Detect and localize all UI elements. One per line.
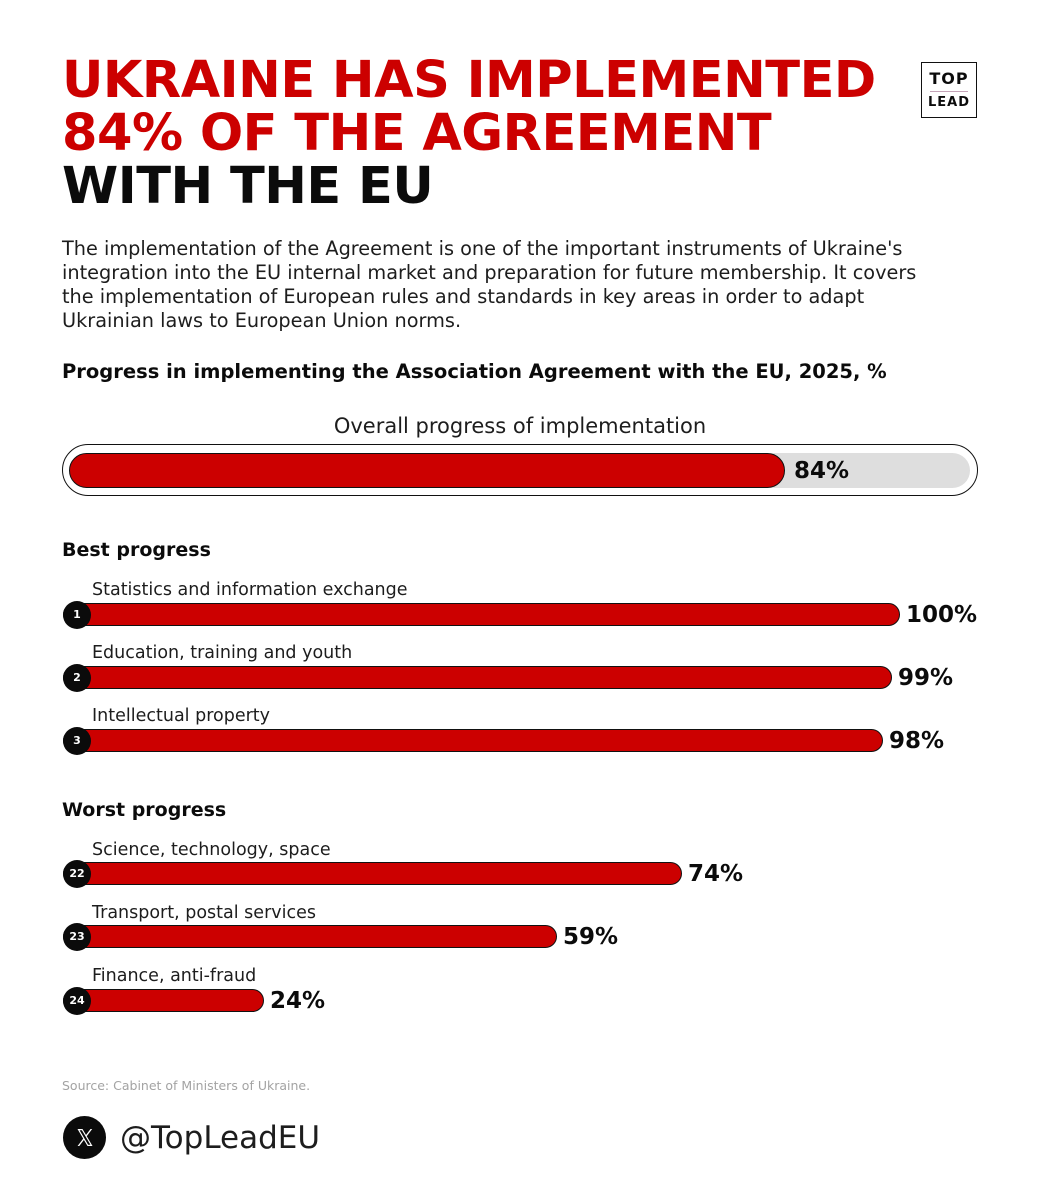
best-progress-heading: Best progress (62, 539, 211, 561)
bar (63, 666, 892, 689)
bar-value-label: 99% (898, 665, 954, 691)
bar (63, 603, 900, 626)
rank-badge: 23 (63, 923, 91, 951)
overall-progress-label: Overall progress of implementation (333, 414, 707, 438)
title-line-1: UKRAINE HAS IMPLEMENTED (62, 51, 876, 110)
bar-label: Transport, postal services (92, 903, 316, 923)
rank-badge: 1 (63, 601, 91, 629)
bar-value-label: 59% (563, 924, 619, 950)
toplead-logo (921, 62, 977, 118)
bar (63, 989, 264, 1012)
chart-title: Progress in implementing the Association Agreement with the EU, 2025, % (62, 360, 887, 383)
bar-value-label: 24% (270, 988, 326, 1014)
page-title (62, 51, 912, 216)
bar (63, 862, 682, 885)
title-line-3: WITH THE EU (62, 157, 434, 216)
intro-paragraph: The implementation of the Agreement is one of the important instruments of Ukraine's integration into the EU internal market and preparation for future membership. It covers the implementation of European rules and standards in key areas in order to adapt Ukrainian laws to European Union norms. (62, 237, 917, 332)
bar-value-label: 98% (889, 728, 945, 754)
rank-badge: 3 (63, 727, 91, 755)
source-note: Source: Cabinet of Ministers of Ukraine. (62, 1078, 311, 1093)
bar-value-label: 100% (906, 602, 978, 628)
x-logo-icon (63, 1116, 106, 1159)
rank-badge: 24 (63, 987, 91, 1015)
bar-label: Finance, anti-fraud (92, 966, 257, 986)
bar-label: Statistics and information exchange (92, 580, 408, 600)
bar-value-label: 74% (688, 861, 744, 887)
logo-bottom-text: LEAD (927, 95, 971, 110)
overall-progress-bar (69, 453, 785, 488)
rank-badge: 22 (63, 860, 91, 888)
bar-label: Science, technology, space (92, 840, 331, 860)
social-handle[interactable]: @TopLeadEU (120, 1120, 321, 1156)
bar (63, 729, 883, 752)
bar-label: Education, training and youth (92, 643, 353, 663)
title-line-2: 84% OF THE AGREEMENT (62, 104, 772, 163)
overall-progress-value: 84% (794, 458, 850, 484)
logo-top-text: TOP (929, 69, 969, 88)
bar-label: Intellectual property (92, 706, 271, 726)
rank-badge: 2 (63, 664, 91, 692)
bar (63, 925, 557, 948)
worst-progress-heading: Worst progress (62, 799, 227, 821)
logo-divider (930, 91, 968, 92)
